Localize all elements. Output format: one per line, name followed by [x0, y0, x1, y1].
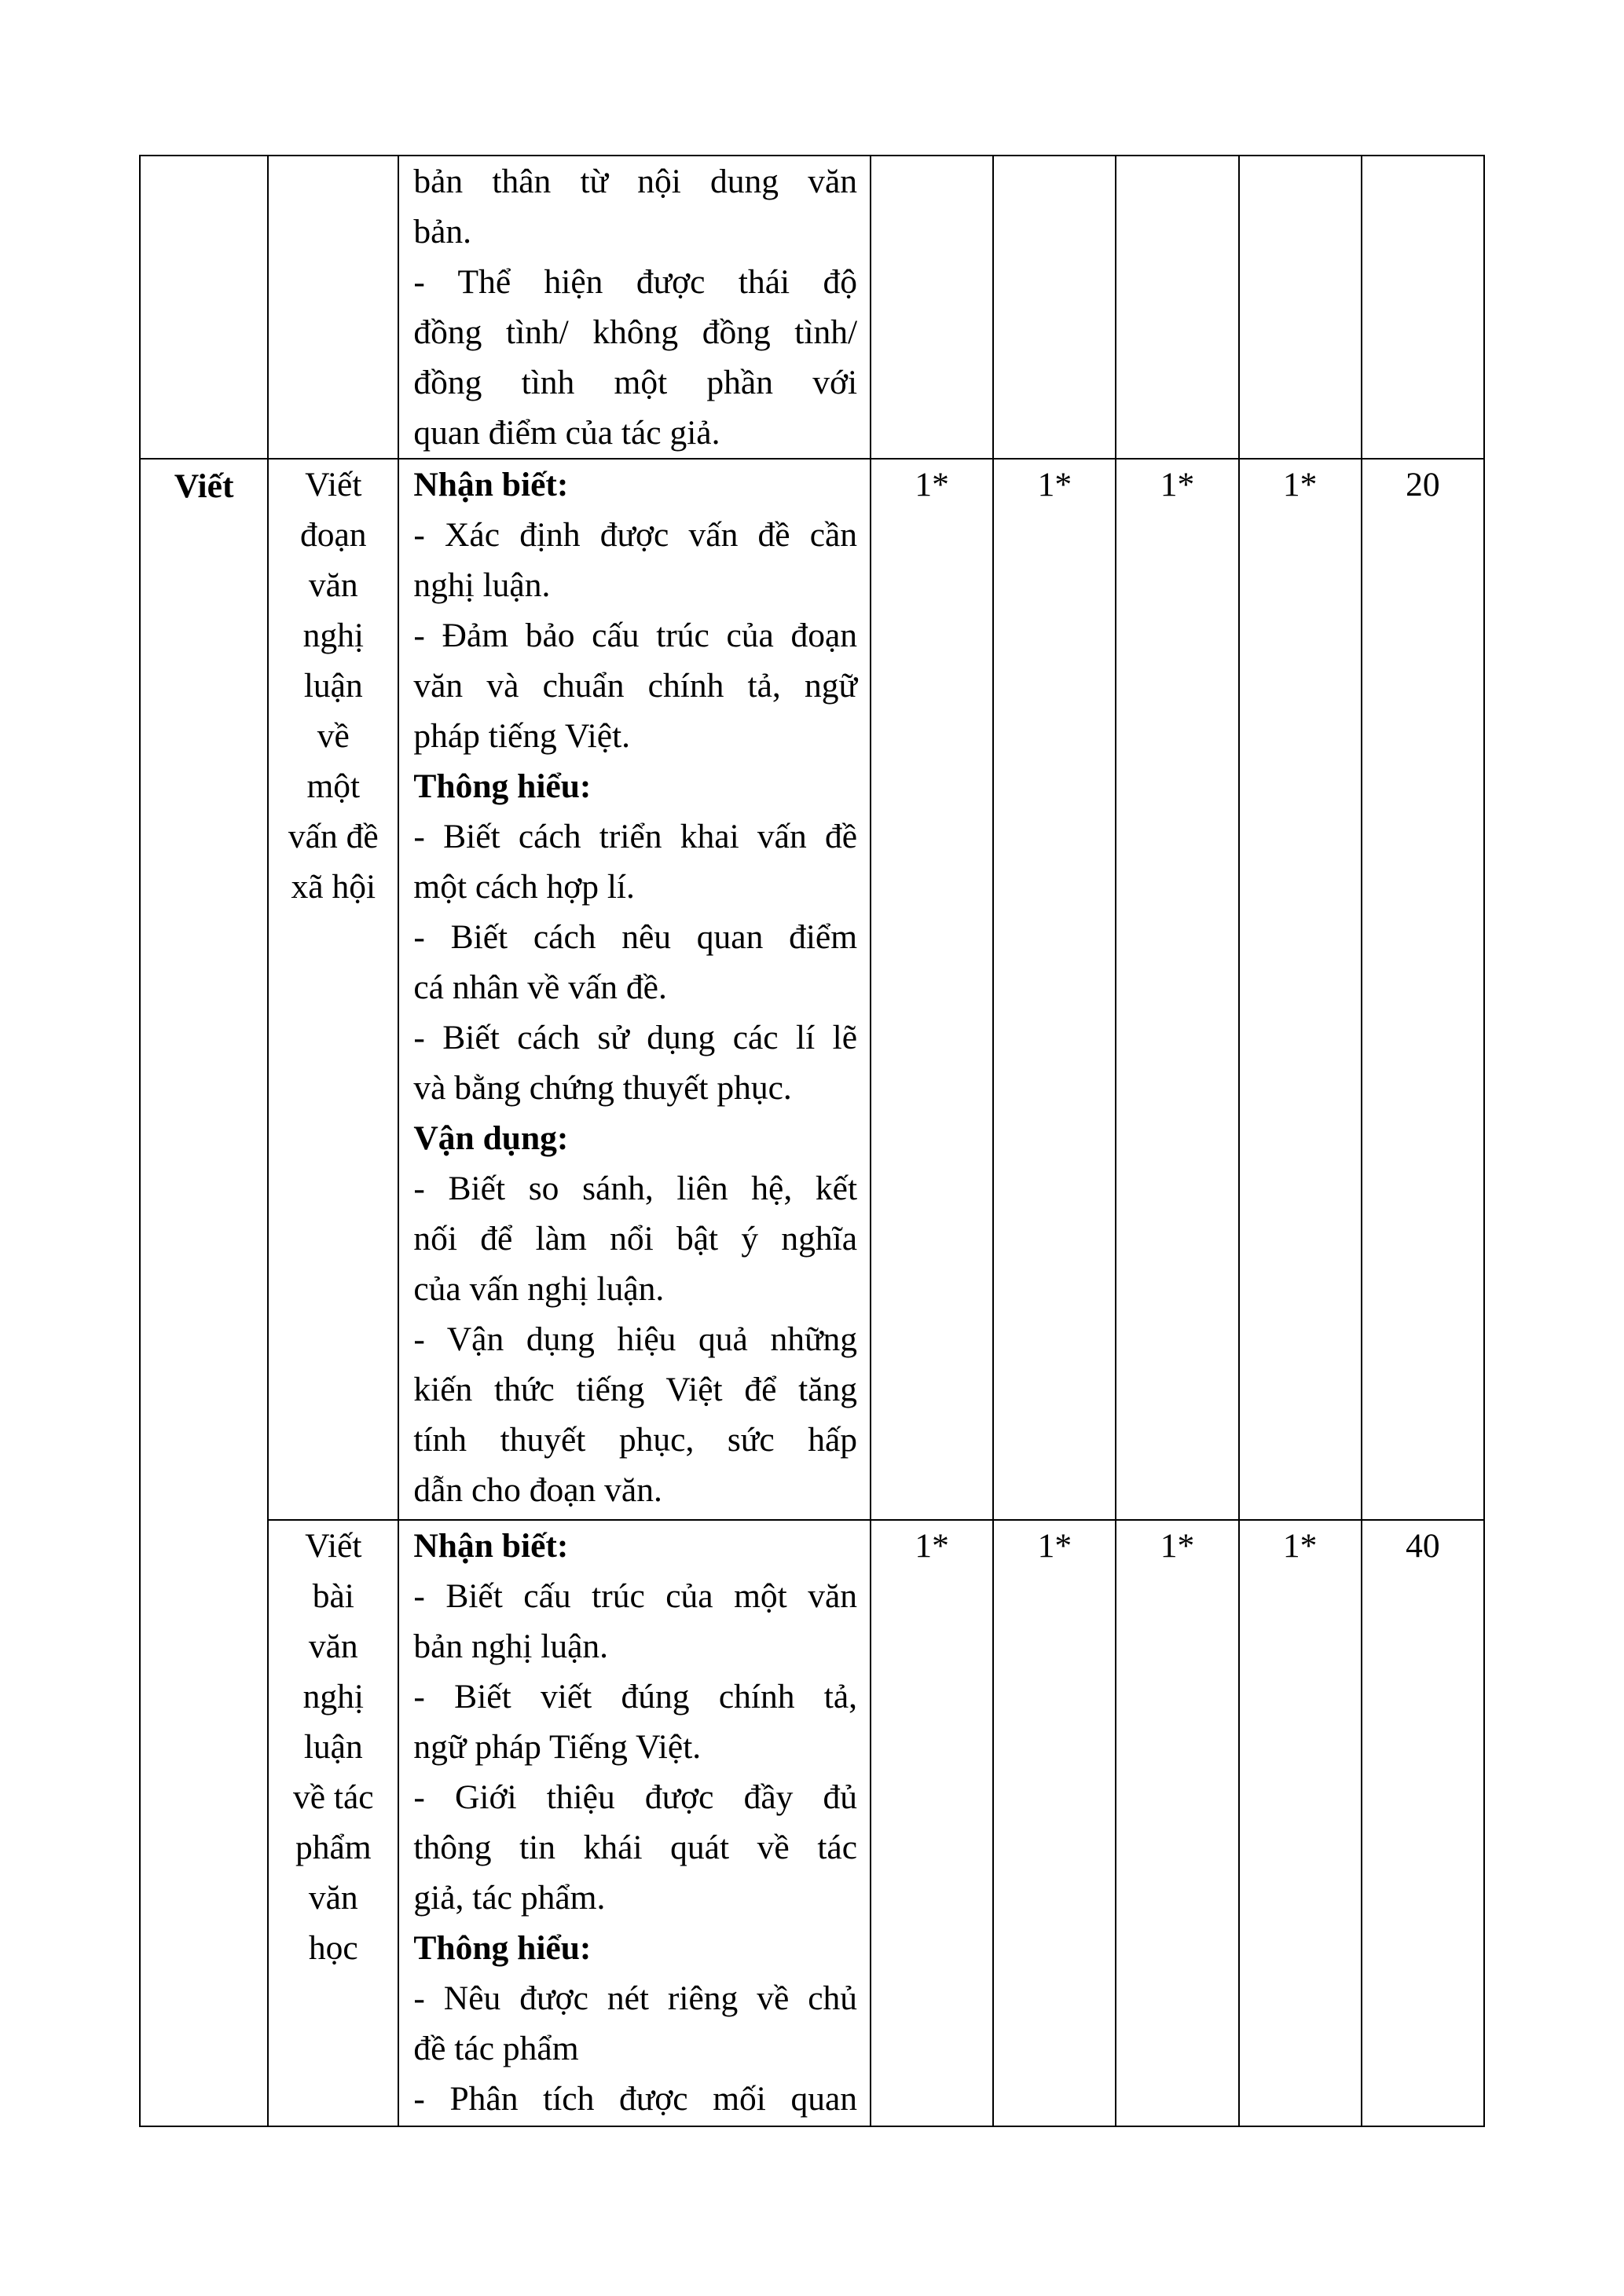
- description-cell: [398, 1520, 871, 2126]
- topic-line: một: [306, 767, 361, 805]
- score-cell: 40: [1362, 1520, 1484, 2126]
- topic-line: văn: [308, 566, 358, 604]
- topic-line: đoạn: [300, 516, 367, 554]
- description-line: - Nêu được nét riêng về chủ: [413, 1979, 858, 2017]
- level-cell: [871, 156, 993, 459]
- topic-line: văn: [308, 1628, 358, 1665]
- description-line: giả, tác phẩm.: [413, 1879, 606, 1917]
- level-heading: Nhận biết:: [413, 1527, 569, 1565]
- topic-line: Viết: [305, 466, 362, 504]
- description-line: quan điểm của tác giả.: [413, 414, 720, 452]
- description-line: đồng tình/ không đồng tình/: [413, 313, 858, 351]
- description-line: - Biết cách sử dụng các lí lẽ: [413, 1019, 858, 1056]
- topic-line: Viết: [305, 1527, 362, 1565]
- level-cell: 1*: [871, 459, 993, 1520]
- level-cell: 1*: [1239, 459, 1362, 1520]
- topic-line: bài: [312, 1577, 354, 1615]
- description-line: pháp tiếng Việt.: [413, 717, 631, 755]
- description-line: của vấn nghị luận.: [413, 1270, 665, 1308]
- description-line: kiến thức tiếng Việt để tăng: [413, 1371, 858, 1408]
- table-row: [140, 1520, 1484, 2126]
- description-line: - Xác định được vấn đề cần: [413, 516, 858, 554]
- description-line: dẫn cho đoạn văn.: [413, 1471, 662, 1509]
- topic-line: nghị: [302, 1678, 364, 1716]
- description-line: bản nghị luận.: [413, 1628, 609, 1665]
- description-line: - Đảm bảo cấu trúc của đoạn: [413, 617, 858, 654]
- matrix-table: [139, 155, 1485, 2127]
- description-line: đề tác phẩm: [413, 2030, 579, 2067]
- level-cell: [993, 156, 1116, 459]
- description-line: - Biết so sánh, liên hệ, kết: [413, 1170, 858, 1207]
- description-line: văn và chuẩn chính tả, ngữ: [413, 667, 858, 705]
- description-line: thông tin khái quát về tác: [413, 1829, 858, 1866]
- description-line: tính thuyết phục, sức hấp: [413, 1421, 858, 1459]
- level-cell: 1*: [1116, 459, 1238, 1520]
- level-cell: 1*: [1239, 1520, 1362, 2126]
- level-heading: Thông hiểu:: [413, 767, 592, 805]
- topic-line: về: [317, 717, 350, 755]
- topic-line: vấn đề: [288, 818, 379, 855]
- description-line: và bằng chứng thuyết phục.: [413, 1069, 792, 1107]
- topic-line: về tác: [292, 1778, 374, 1816]
- description-line: bản thân từ nội dung văn: [413, 163, 858, 200]
- description-line: - Vận dụng hiệu quả những: [413, 1320, 858, 1358]
- description-line: nghị luận.: [413, 566, 551, 604]
- description-line: - Biết cách nêu quan điểm: [413, 918, 858, 956]
- level-heading: Nhận biết:: [413, 466, 569, 504]
- table-row: [140, 156, 1484, 459]
- score-cell: [1362, 156, 1484, 459]
- description-cell: [398, 156, 871, 459]
- description-line: ngữ pháp Tiếng Việt.: [413, 1728, 702, 1766]
- skill-cell: [140, 156, 268, 459]
- topic-line: xã hội: [291, 868, 376, 906]
- description-cell: [398, 459, 871, 1520]
- level-cell: 1*: [1116, 1520, 1238, 2126]
- description-line: đồng tình một phần với: [413, 364, 858, 401]
- topic-cell: [268, 156, 398, 459]
- topic-line: luận: [303, 667, 363, 705]
- description-line: - Phân tích được mối quan: [413, 2080, 858, 2118]
- topic-cell: [268, 459, 398, 1520]
- level-cell: [1239, 156, 1362, 459]
- description-line: nối để làm nổi bật ý nghĩa: [413, 1220, 858, 1258]
- topic-line: học: [308, 1929, 358, 1967]
- topic-line: phẩm: [295, 1829, 372, 1866]
- description-line: cá nhân về vấn đề.: [413, 969, 667, 1006]
- description-line: - Thể hiện được thái độ: [413, 263, 858, 301]
- table-row: [140, 459, 1484, 1520]
- description-line: - Biết viết đúng chính tả,: [413, 1678, 858, 1716]
- description-line: - Biết cấu trúc của một văn: [413, 1577, 858, 1615]
- topic-line: nghị: [302, 617, 364, 654]
- level-cell: 1*: [993, 1520, 1116, 2126]
- level-cell: 1*: [871, 1520, 993, 2126]
- skill-cell: Viết: [140, 459, 268, 2126]
- topic-cell: [268, 1520, 398, 2126]
- score-cell: 20: [1362, 459, 1484, 1520]
- topic-line: luận: [303, 1728, 363, 1766]
- topic-line: văn: [308, 1879, 358, 1917]
- level-cell: 1*: [993, 459, 1116, 1520]
- level-cell: [1116, 156, 1238, 459]
- description-line: bản.: [413, 213, 472, 251]
- description-line: - Giới thiệu được đầy đủ: [413, 1778, 858, 1816]
- description-line: - Biết cách triển khai vấn đề: [413, 818, 858, 855]
- level-heading: Vận dụng:: [413, 1119, 569, 1157]
- level-heading: Thông hiểu:: [413, 1929, 592, 1967]
- description-line: một cách hợp lí.: [413, 868, 635, 906]
